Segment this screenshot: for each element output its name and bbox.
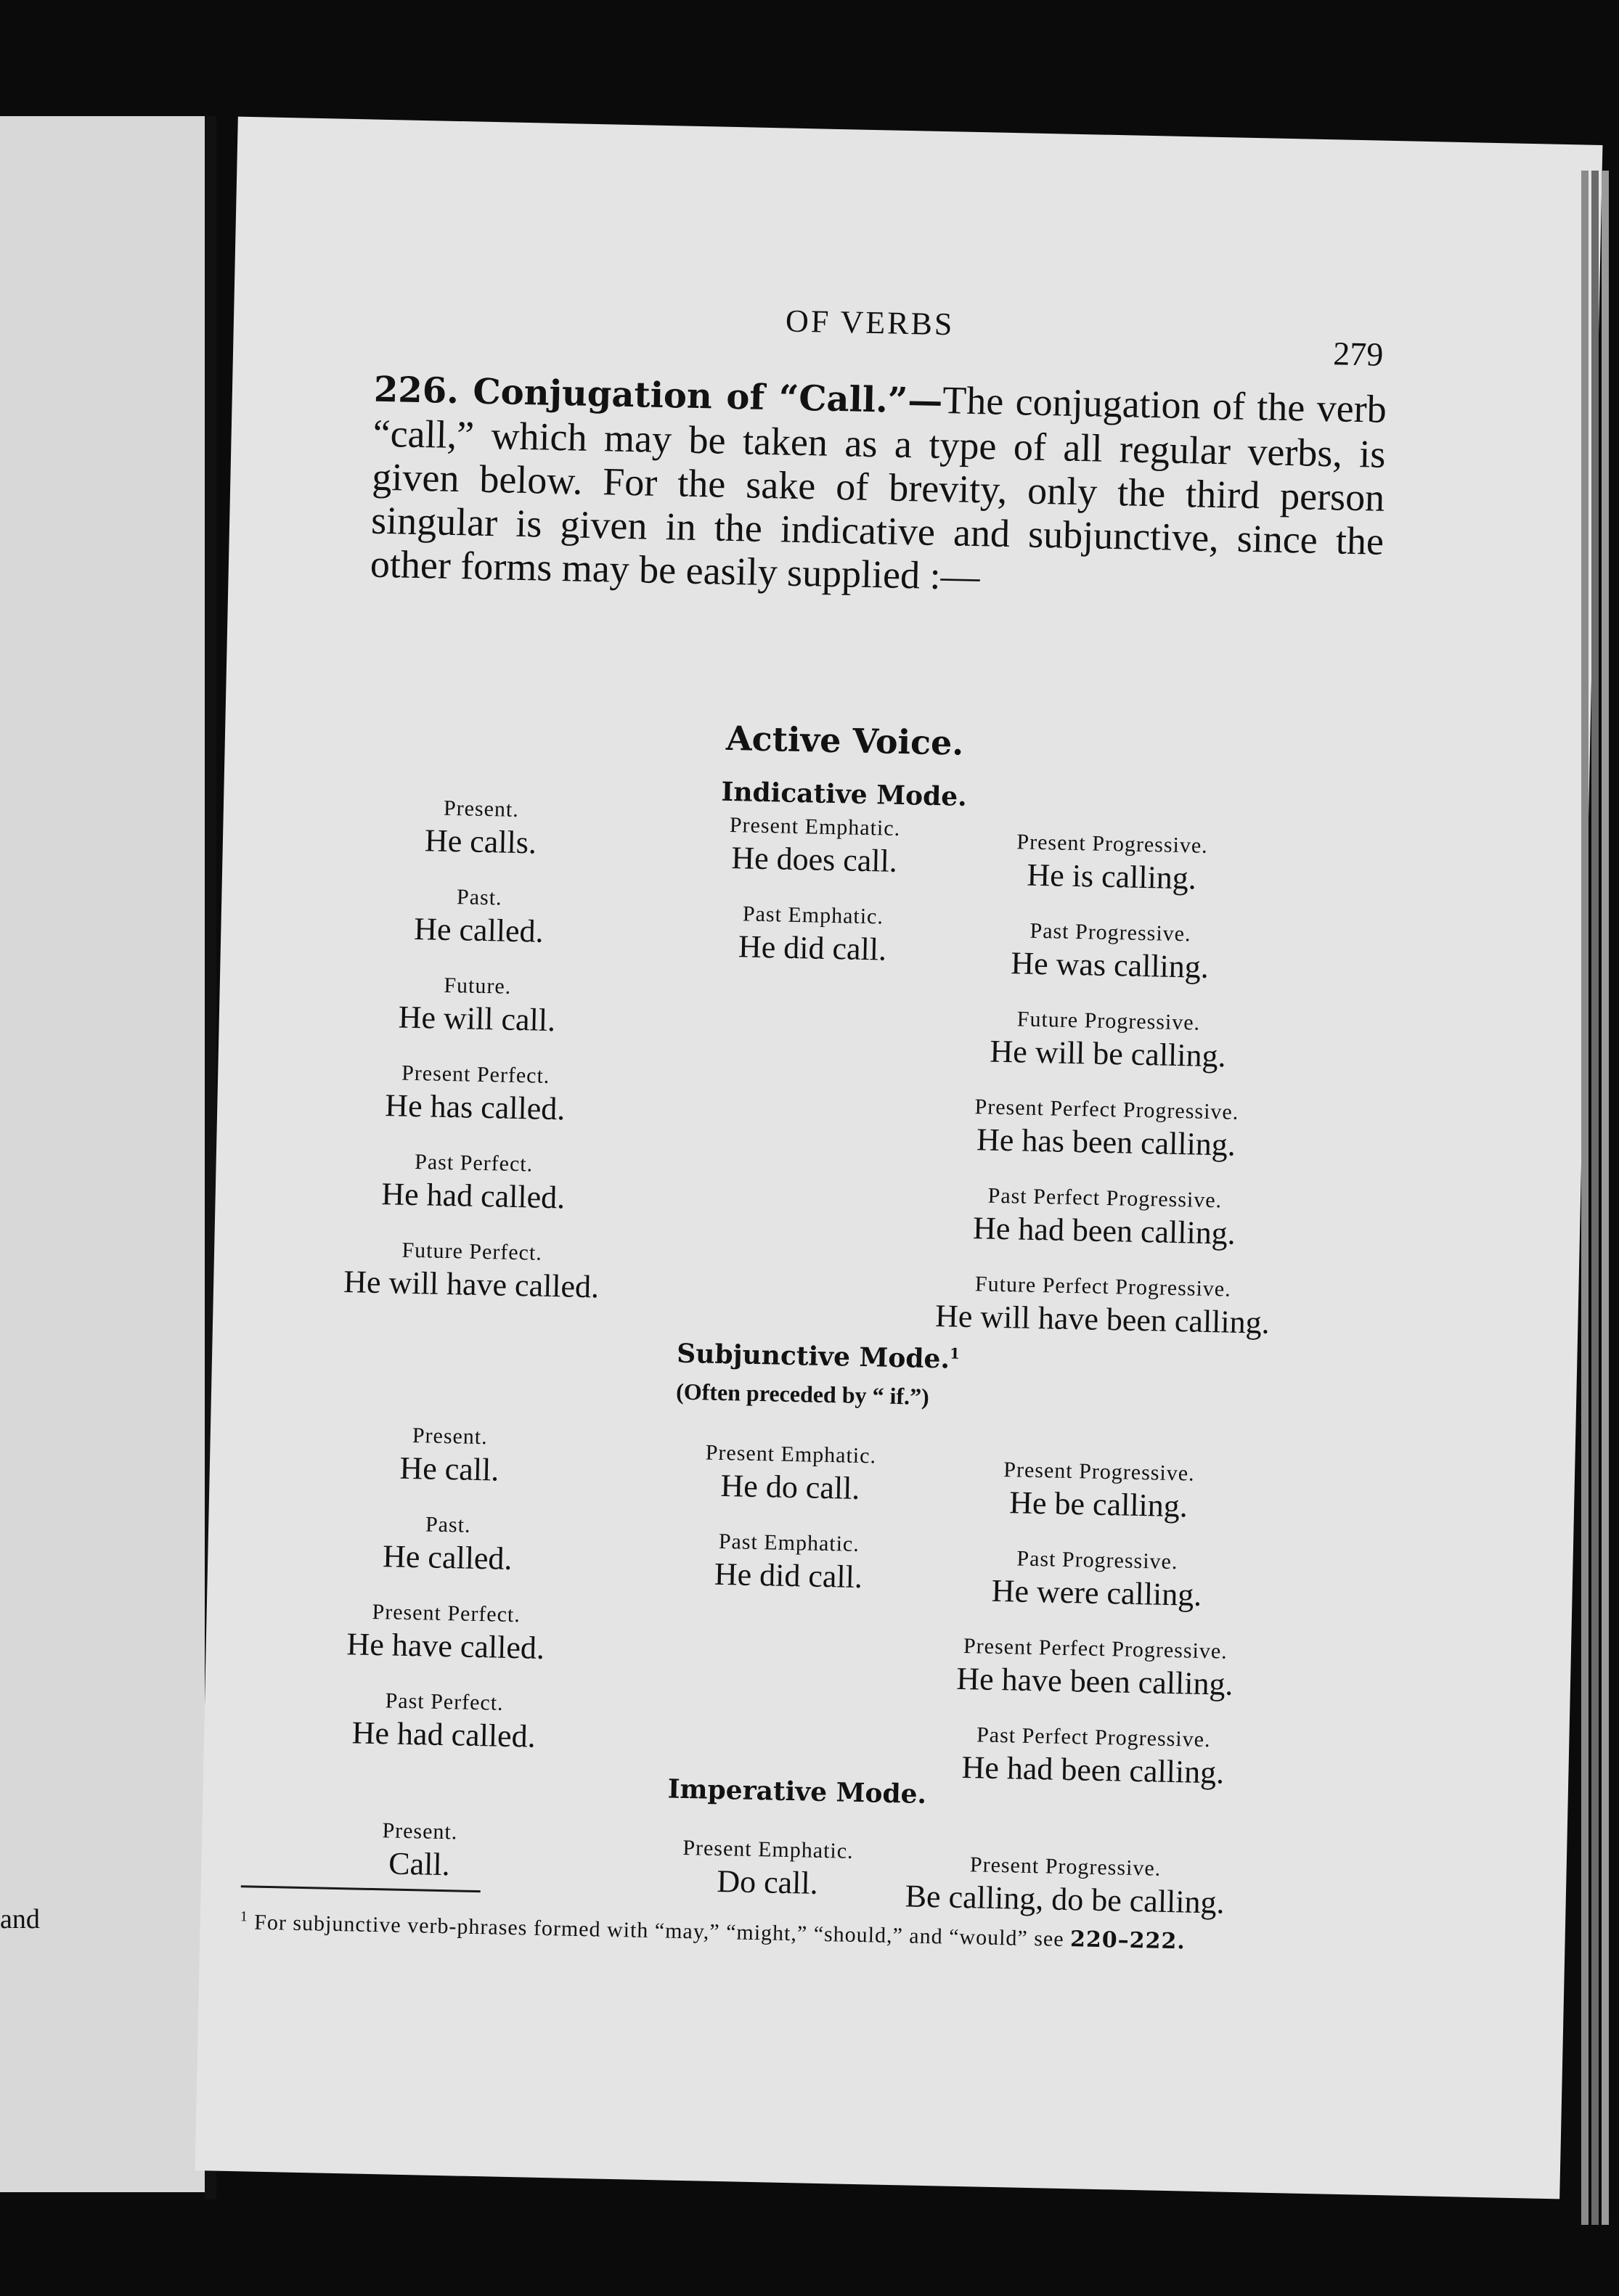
tense-example: He has called. <box>384 1087 566 1127</box>
indicative-mode-heading: Indicative Mode. <box>721 776 968 812</box>
tense-example: He have been calling. <box>955 1660 1234 1702</box>
tense-example: Call. <box>388 1845 451 1883</box>
tense-label: Present Progressive. <box>969 1852 1162 1881</box>
tense-label: Present Perfect. <box>401 1061 550 1088</box>
indicative-past-progressive <box>1011 918 1210 986</box>
section-label: 226. Conjugation of “Call.”— <box>373 369 943 422</box>
tense-label: Past Perfect. <box>385 1688 504 1715</box>
subjunctive-present-emphatic <box>704 1441 876 1508</box>
tense-label: Future Perfect. <box>401 1238 543 1265</box>
tense-label: Present Perfect Progressive. <box>963 1634 1228 1664</box>
imperative-present-emphatic <box>682 1836 854 1903</box>
indicative-past-perfect-progressive <box>973 1183 1236 1252</box>
tense-example: He has been calling. <box>976 1122 1236 1163</box>
tense-label: Present. <box>412 1423 489 1450</box>
tense-example: He will have been calling. <box>934 1298 1271 1341</box>
tense-label: Present. <box>443 796 520 822</box>
indicative-present-perfect <box>385 1061 566 1127</box>
tense-example: He were calling. <box>991 1572 1202 1613</box>
tense-label: Present Perfect. <box>372 1599 521 1627</box>
subjunctive-present-perfect <box>346 1599 545 1667</box>
subjunctive-past <box>383 1511 513 1577</box>
left-page <box>0 116 205 2192</box>
intro-paragraph <box>370 367 1387 607</box>
subjunctive-mode-heading <box>677 1339 960 1375</box>
tense-label: Present Emphatic. <box>729 813 901 841</box>
tense-example: He called. <box>382 1538 513 1577</box>
tense-example: Do call. <box>716 1863 819 1901</box>
tense-label: Past. <box>425 1512 471 1537</box>
indicative-present-emphatic <box>728 813 900 880</box>
tense-label: Present Emphatic. <box>705 1440 877 1468</box>
subjunctive-present-perfect-progressive <box>956 1634 1234 1703</box>
tense-label: Past. <box>456 885 502 910</box>
tense-example: He did call. <box>738 928 887 968</box>
tense-example: He had called. <box>351 1715 537 1754</box>
tense-label: Present Progressive. <box>1003 1458 1195 1486</box>
indicative-past <box>414 884 545 950</box>
tense-label: Future. <box>444 973 512 999</box>
tense-example: He be calling. <box>1008 1484 1188 1524</box>
subjunctive-past-perfect <box>351 1688 537 1754</box>
subjunctive-past-progressive <box>991 1546 1202 1614</box>
tense-label: Past Emphatic. <box>718 1529 860 1556</box>
subjunctive-past-emphatic <box>714 1529 863 1596</box>
tense-example: He had been calling. <box>972 1210 1236 1251</box>
tense-example: He have called. <box>346 1626 545 1666</box>
tense-label: Present. <box>382 1818 458 1844</box>
indicative-future-perfect <box>343 1237 600 1305</box>
imperative-present-progressive <box>905 1851 1226 1921</box>
indicative-present-progressive <box>1016 830 1208 896</box>
active-voice-heading: Active Voice. <box>725 718 964 763</box>
tense-example: He had been calling. <box>961 1749 1225 1791</box>
tense-label: Present Perfect Progressive. <box>974 1095 1239 1124</box>
tense-label: Future Progressive. <box>1016 1007 1201 1035</box>
tense-example: He had called. <box>380 1176 566 1216</box>
book-page <box>195 117 1603 2199</box>
left-page-fragment: and <box>0 1904 40 1935</box>
intro-text: The conjugation of the verb “call,” which may be taken as a type of all regular verbs, is given below. For the sake of brevity, only the third person singular is given in the indicative and subjunctive, since the other forms may be easily supplied :— <box>370 378 1387 599</box>
indicative-past-perfect <box>381 1149 566 1216</box>
tense-example: He called. <box>413 910 545 949</box>
indicative-future <box>398 973 556 1039</box>
footnote-mark: 1 <box>949 1344 961 1363</box>
page-edge-stripe <box>1602 171 1609 2225</box>
page-edge-stripe <box>1591 171 1599 2225</box>
footnote-reference: 220–222. <box>1069 1927 1186 1955</box>
indicative-future-perfect-progressive <box>935 1271 1271 1341</box>
tense-example: He did call. <box>714 1556 863 1596</box>
subjunctive-past-perfect-progressive <box>961 1723 1225 1792</box>
tense-label: Past Perfect Progressive. <box>976 1723 1211 1752</box>
tense-example: He will be calling. <box>990 1033 1227 1074</box>
tense-label: Future Perfect Progressive. <box>974 1272 1232 1302</box>
subjunctive-title: Subjunctive Mode. <box>676 1338 950 1375</box>
imperative-mode-heading: Imperative Mode. <box>667 1773 927 1810</box>
indicative-past-emphatic <box>738 902 887 968</box>
tense-label: Past Perfect. <box>414 1150 534 1177</box>
page-number: 279 <box>1332 335 1384 373</box>
page-edge-stripe <box>1581 171 1589 2225</box>
tense-example: He is calling. <box>1026 857 1197 896</box>
indicative-present <box>425 796 538 861</box>
running-title: OF VERBS <box>785 303 955 343</box>
indicative-present-perfect-progressive <box>974 1095 1239 1164</box>
tense-label: Past Emphatic. <box>742 902 884 929</box>
imperative-present <box>381 1818 458 1883</box>
subjunctive-present-progressive <box>1003 1458 1195 1524</box>
tense-example: Be calling, do be calling. <box>905 1878 1226 1921</box>
subjunctive-note: (Often preceded by “ if.”) <box>675 1378 930 1410</box>
tense-example: He does call. <box>730 840 898 879</box>
tense-label: Present Progressive. <box>1016 830 1209 858</box>
tense-label: Past Progressive. <box>1029 918 1191 947</box>
tense-example: He call. <box>399 1450 499 1488</box>
tense-label: Present Emphatic. <box>682 1835 854 1863</box>
footnote-number: 1 <box>240 1908 249 1925</box>
tense-example: He will call. <box>398 999 556 1039</box>
tense-example: He do call. <box>720 1467 860 1506</box>
subjunctive-present <box>399 1423 500 1489</box>
tense-example: He was calling. <box>1010 945 1210 985</box>
footnote-rule <box>241 1885 481 1892</box>
tense-example: He will have called. <box>343 1264 600 1305</box>
tense-label: Past Progressive. <box>1016 1546 1178 1574</box>
footnote-text: For subjunctive verb-phrases formed with “may,” “might,” “should,” and “would” see <box>253 1910 1064 1951</box>
tense-example: He calls. <box>424 822 537 861</box>
indicative-future-progressive <box>990 1007 1227 1075</box>
tense-label: Past Perfect Progressive. <box>987 1183 1223 1213</box>
